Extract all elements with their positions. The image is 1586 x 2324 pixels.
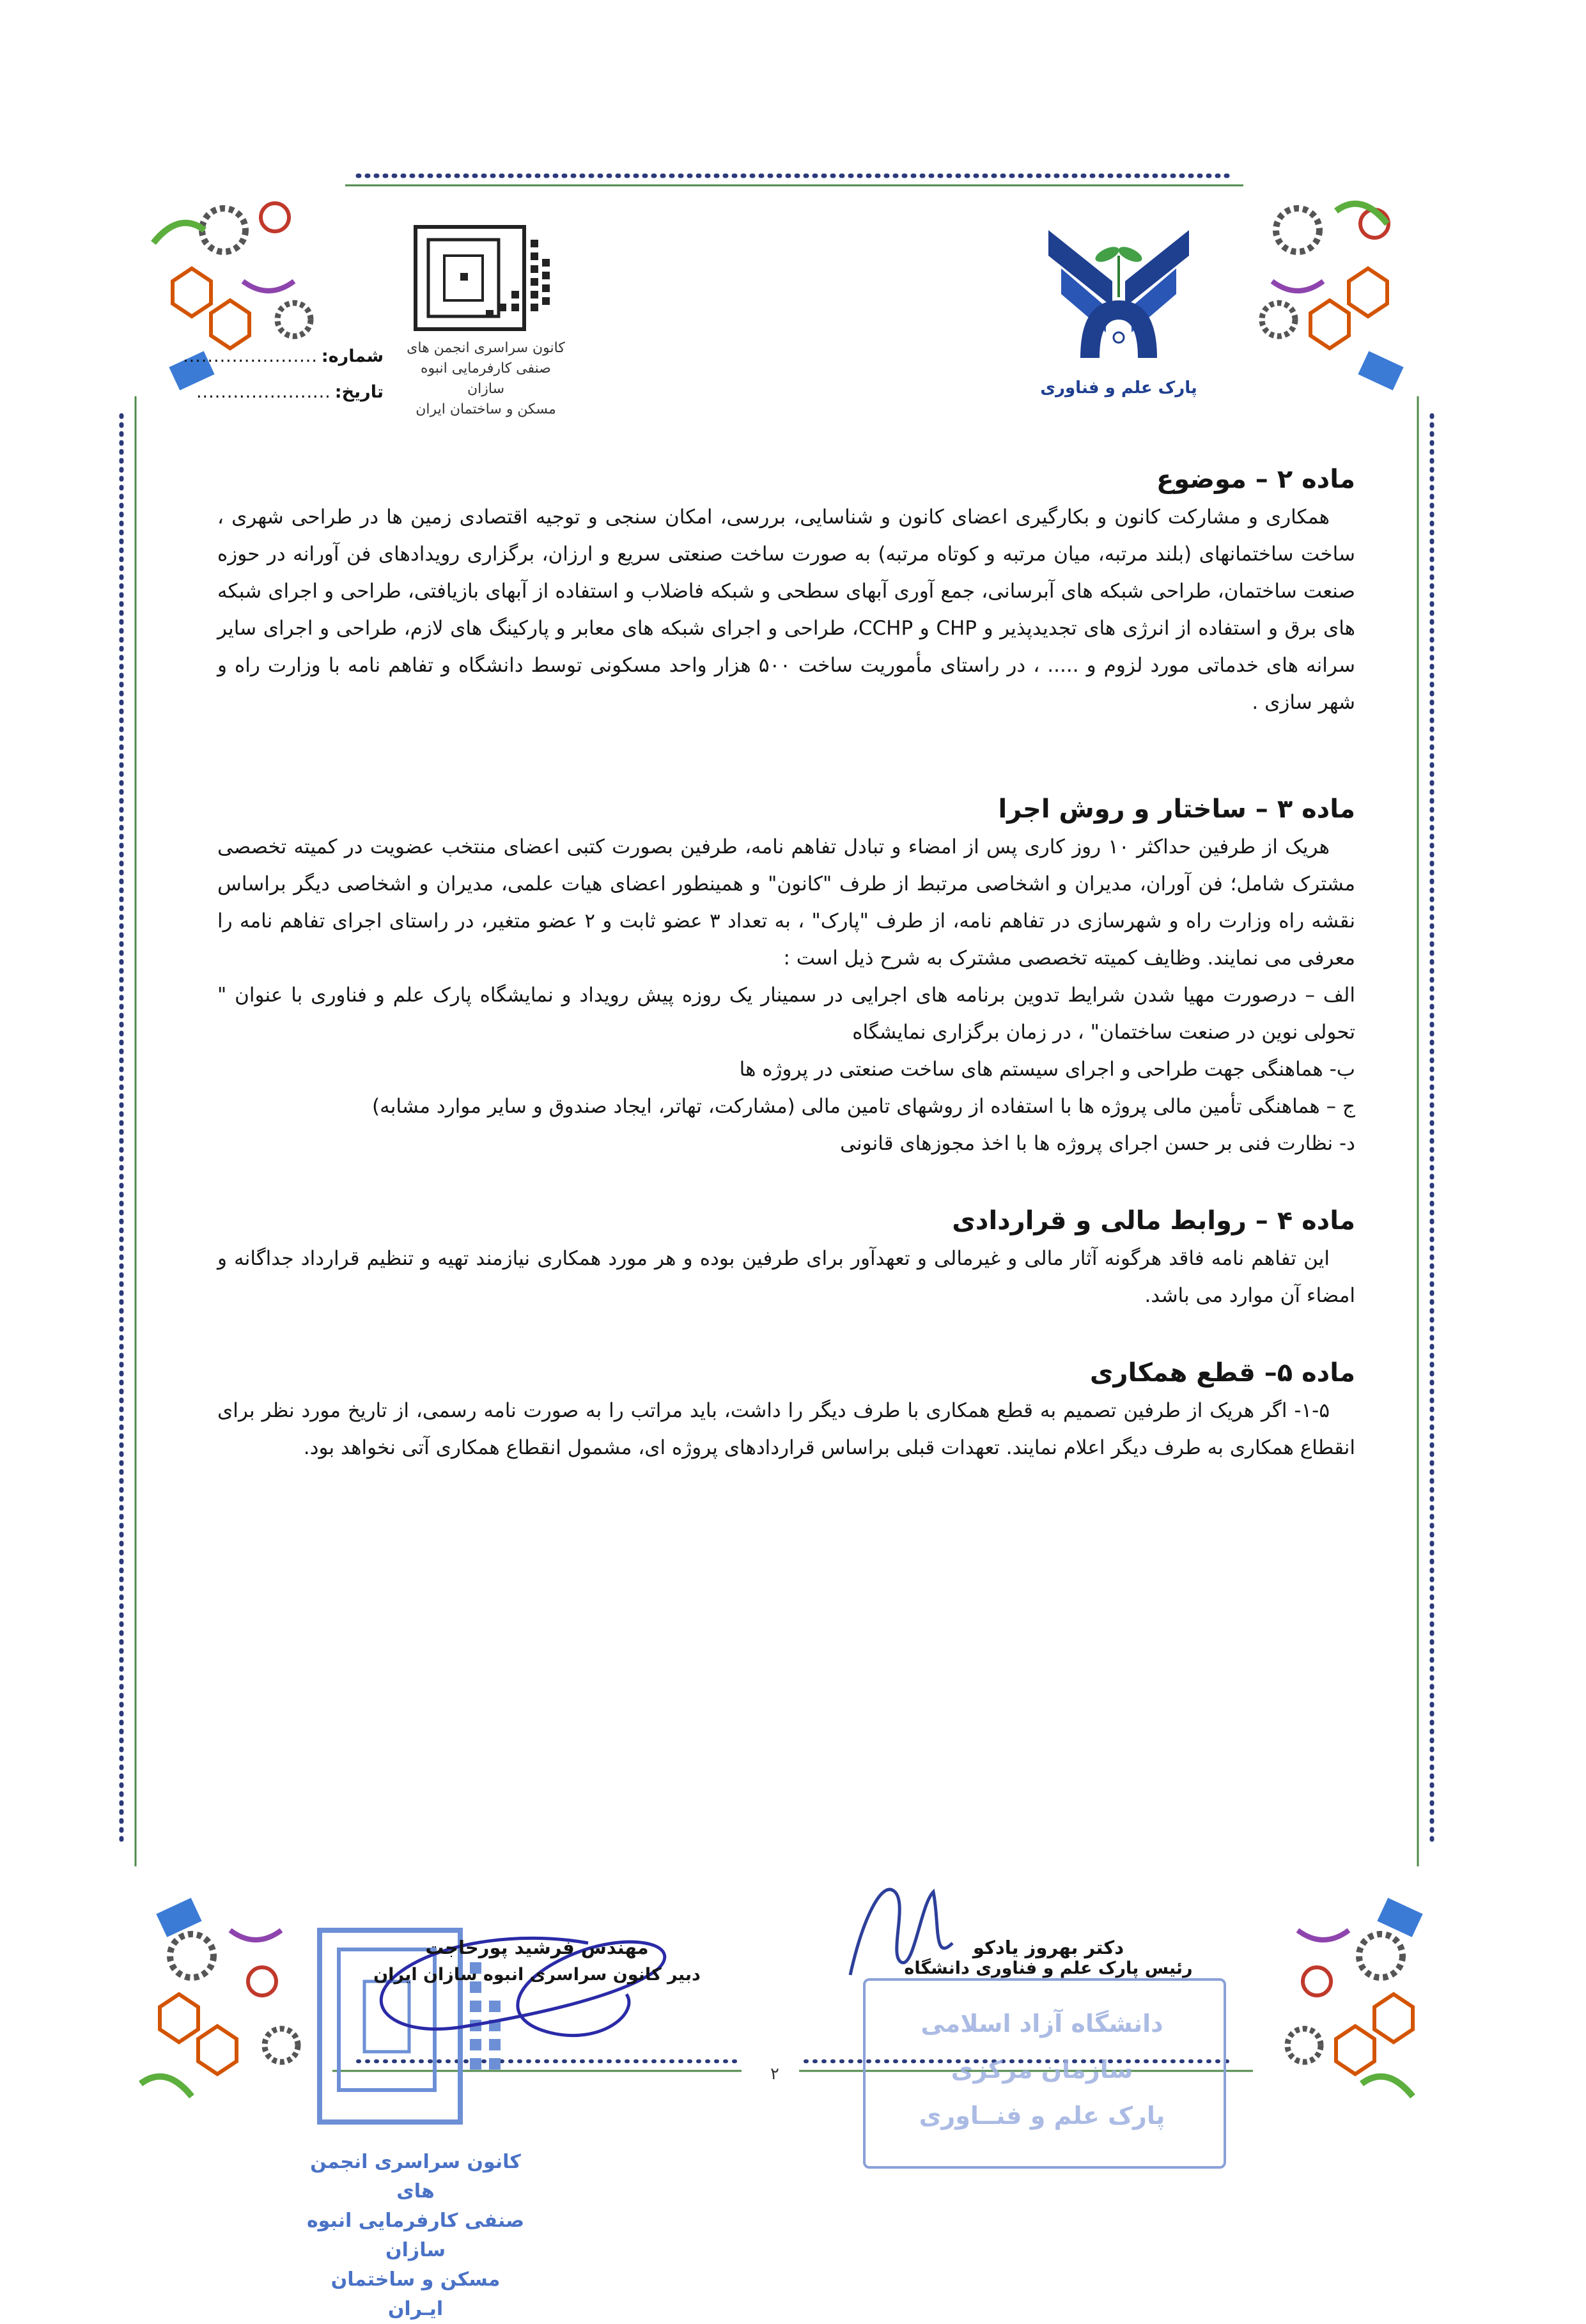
signature-right (882, 1937, 1215, 1978)
kanoon-logo-caption (403, 338, 569, 420)
signer-name: دکتر بهروز یادکو (972, 1937, 1124, 1958)
page-number: ۲ (770, 2064, 779, 2084)
date-value: ...................... (196, 382, 331, 402)
kanoon-caption-line: صنفی کارفرمایی انبوه سازان (421, 360, 551, 397)
park-logo-caption: پارک علم و فناوری (1040, 378, 1197, 398)
signer-role: رئیس پارک علم و فناوری دانشگاه (904, 1958, 1193, 1978)
signer-role: دبیر کانون سراسری انبوه سازان ایران (373, 1965, 701, 1985)
list-item: الف – درصورت مهیا شدن شرایط تدوین برنامه های اجرایی در سمینار یک روزه پیش رویداد و نمایشگاه پارک علم و فناوری با عنوان " تحولی نوین در صنعت ساختمان" ، در زمان برگزاری نمایشگاه (217, 984, 1355, 1044)
date-label: تاریخ: (334, 382, 384, 402)
section-heading: ماده ۳ – ساختار و روش اجرا (998, 794, 1355, 824)
letter-meta (183, 339, 384, 410)
signature-left (358, 1937, 716, 1985)
section-paragraph: این تفاهم نامه فاقد هرگونه آثار مالی و غیرمالی و تعهدآور برای طرفین بوده و هر مورد همکاری نیازمند تهیه و تنظیم قرارداد جداگانه و امضاء آن موارد می باشد. (217, 1247, 1355, 1307)
date-row (196, 375, 384, 410)
kanoon-stamp (300, 2148, 531, 2324)
kanoon-stamp-line: صنفی کارفرمایی انبوه سازان (306, 2210, 525, 2261)
section-paragraph: ۱-۵- اگر هریک از طرفین تصمیم به قطع همکاری با طرف دیگر را داشت، باید مراتب را به صورت نامه رسمی، از تاریخ مورد نظر برای انقطاع همکاری به طرف دیگر اعلام نمایند. تعهدات قبلی براساس قراردادهای پروژه ای، مشمول انقطاع همکاری آتی نخواهد بود. (217, 1399, 1355, 1459)
corner-ornament-top-right (1262, 204, 1404, 391)
kanoon-emblem-icon (409, 221, 563, 336)
corner-ornament-bottom-left (141, 1898, 298, 2096)
number-label: شماره: (321, 346, 384, 366)
kanoon-caption-line: مسکن و ساختمان ایران (416, 401, 556, 417)
park-logo (1036, 211, 1202, 409)
signer-name: مهندس فرشید پورحاجت (425, 1937, 649, 1958)
park-emblem-icon (1036, 211, 1202, 377)
number-row (183, 339, 384, 375)
section-article-3 (217, 790, 1355, 1162)
corner-ornament-bottom-right (1287, 1898, 1423, 2096)
section-heading: ماده ۲ – موضوع (1156, 465, 1355, 494)
park-stamp-line: دانشگاه آزاد اسلامی (921, 2010, 1163, 2038)
kanoon-logo (409, 221, 563, 419)
section-heading: ماده ۴ – روابط مالی و قراردادی (952, 1206, 1355, 1236)
park-stamp (869, 2001, 1215, 2139)
number-value: ...................... (183, 346, 318, 366)
park-stamp-line: سازمان مرکزی (951, 2056, 1133, 2084)
section-article-4 (217, 1202, 1355, 1314)
list-item: د- نظارت فنی بر حسن اجرای پروژه ها با اخذ مجوزهای قانونی (840, 1132, 1355, 1155)
park-stamp-line: پارک علم و فنــاوری (919, 2102, 1165, 2130)
document-body (217, 460, 1355, 1466)
section-paragraph: همکاری و مشارکت کانون و بکارگیری اعضای کانون و شناسایی، بررسی، امکان سنجی و توجیه اقتصادی زمین ها در طراحی شهری ، ساخت ساختمانهای (بلند مرتبه، میان مرتبه و کوتاه مرتبه) به صورت ساخت صنعتی سریع و ارزان، برگزاری رویدادهای فن آورانه در حوزه صنعت ساختمان، طراحی شبکه های آبرسانی، جمع آوری آبهای سطحی و شبکه فاضلاب و استفاده از آبهای بازیافتی، طراحی و اجرای شبکه های برق و استفاده از انرژی های تجدیدپذیر و CHP و CCHP، طراحی و اجرای شبکه های معابر و پارکینگ های لازم، طراحی و اجرای سایر سرانه های خدماتی مورد لزوم و ..... ، در راستای مأموریت ساخت ۵۰۰ هزار واحد مسکونی توسط دانشگاه و تفاهم نامه با وزارت راه و شهر سازی . (217, 506, 1355, 714)
kanoon-stamp-line: کانون سراسری انجمن های (310, 2151, 521, 2203)
section-article-5 (217, 1354, 1355, 1466)
kanoon-stamp-line: مسکن و ساختمان ایـران (330, 2268, 501, 2320)
section-heading: ماده ۵– قطع همکاری (1089, 1358, 1355, 1388)
section-article-2 (217, 460, 1355, 721)
kanoon-caption-line: کانون سراسری انجمن های (407, 340, 565, 356)
list-item: ج – هماهنگی تأمین مالی پروژه ها با استفاده از روشهای تامین مالی (مشارکت، تهاتر، ایجاد صندوق و سایر موارد مشابه) (371, 1095, 1355, 1118)
section-paragraph: هریک از طرفین حداکثر ۱۰ روز کاری پس از امضاء و تبادل تفاهم نامه، طرفین بصورت کتبی اعضای منتخب عضویت در کمیته تخصصی مشترک شامل؛ فن آوران، مدیران و اشخاصی مرتبط از طرف "کانون" و همینطور اعضای هیات علمی، مدیران و اشخاصی دیگر براساس نقشه راه وزارت راه و شهرسازی در تفاهم نامه، از طرف "پارک" ، به تعداد ۳ عضو ثابت و ۲ عضو متغیر، در راستای اجرای تفاهم نامه را معرفی می نمایند. وظایف کمیته تخصصی مشترک به شرح ذیل است : (217, 835, 1355, 970)
list-item: ب- هماهنگی جهت طراحی و اجرای سیستم های ساخت صنعتی در پروژه ها (739, 1058, 1355, 1081)
